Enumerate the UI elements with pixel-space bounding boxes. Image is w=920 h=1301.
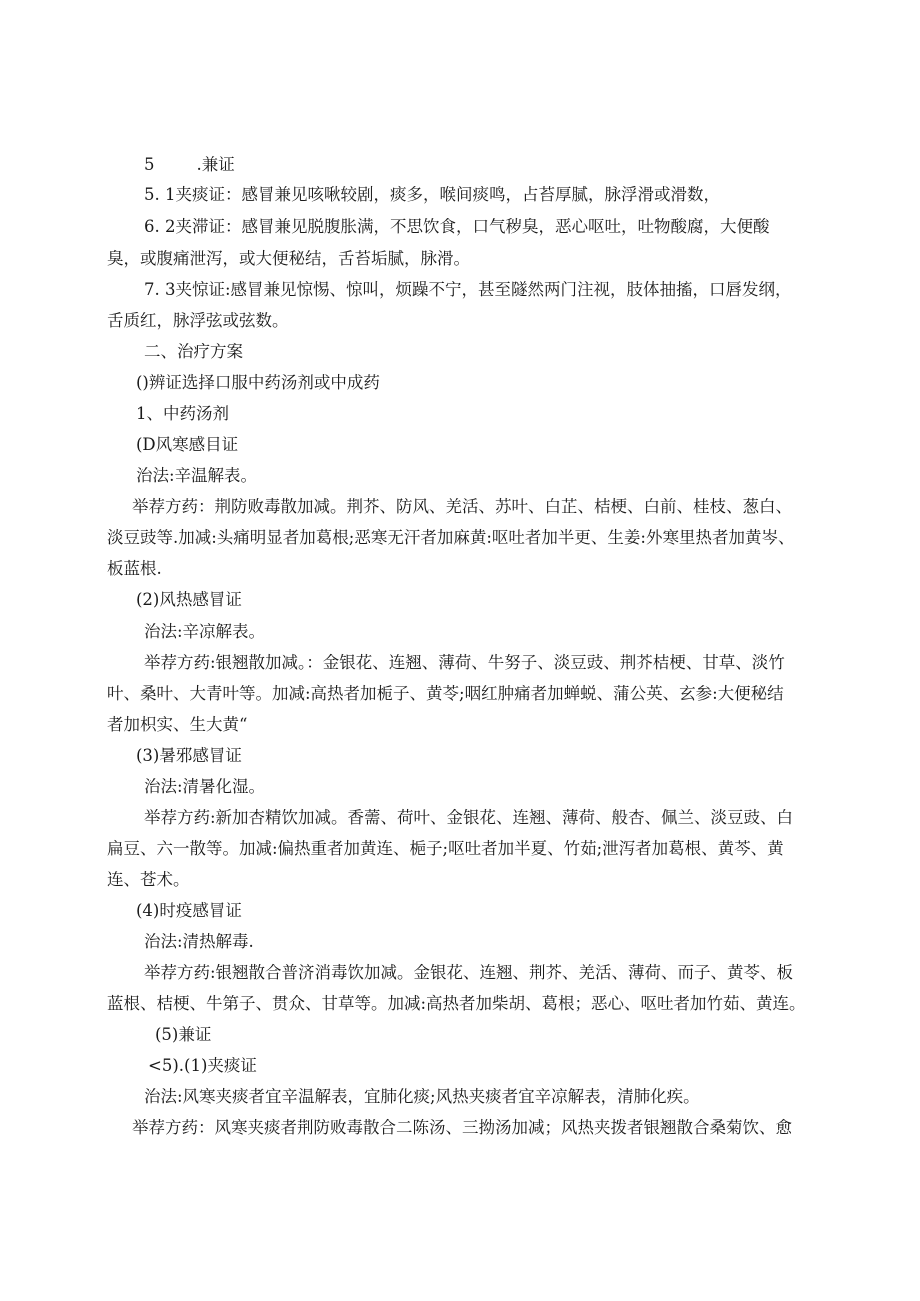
text-line: 举荐方药：风寒夹痰者荆防败毒散合二陈汤、三拗汤加减；风热夹拨者银翘散合桑菊饮、愈 [132,1118,792,1137]
text-line: 叶、桑叶、大青叶等。加减:高热者加栀子、黄苓;咽红肿痛者加蝉蜕、蒲公英、玄参:大便秘结 [107,684,784,703]
text-line: (5)兼证 [155,1025,212,1044]
text-line: (2)风热感冒证 [136,590,242,609]
text-line: 淡豆豉等.加减:头痛明显者加葛根;恶寒无汗者加麻黄:呕吐者加半更、生姜:外寒里热者加黄岑、 [107,528,795,547]
text-line: 治法:清暑化湿。 [144,777,266,796]
text-line: (D风寒感目证 [136,435,239,454]
text-line: (3)暑邪感冒证 [136,746,242,765]
text-line: 7. 3夹惊证:感冒兼见惊惕、惊叫，烦躁不宁，甚至隧然两门注视，肢体抽搐，口唇发纲， [144,280,792,299]
text-line: 举荐方药:新加杏精饮加减。香薷、荷叶、金银花、连翘、薄荷、般杏、佩兰、淡豆豉、白 [144,808,794,827]
text-line: 6. 2夹滞证：感冒兼见脱腹胀满，不思饮食，口气秽臭，恶心呕吐，吐物酸腐，大便酸 [144,217,770,236]
text-line: 连、苍术。 [107,870,190,889]
text-line: (4)时疫感冒证 [136,901,242,920]
text-line: 5 .兼证 [144,155,235,174]
text-line: 治法:风寒夹痰者宜辛温解表，宜肺化痰;风热夹痰者宜辛凉解表，清肺化疾。 [144,1087,700,1106]
text-line: 扁豆、六一散等。加减:偏热重者加黄连、梔子;呕吐者加半夏、竹茹;泄泻者加葛根、黄芩、黄 [107,839,784,858]
text-line: 治法:辛温解表。 [136,466,258,485]
text-line: ()辨证选择口服中药汤剂或中成药 [136,373,380,392]
section-heading: 二、治疗方案 [144,342,243,361]
text-line: 舌质红，脉浮弦或弦数。 [107,311,289,330]
text-line: 治法:辛凉解表。 [144,622,266,641]
subsection-heading: 1、中药汤剂 [136,404,229,423]
text-line: 蓝根、桔梗、牛第子、贯众、甘草等。加减:高热者加柴胡、葛根；恶心、呕吐者加竹茹、黄连。 [107,994,806,1013]
text-line: 治法:清热解毒. [144,932,254,951]
text-line: 5. 1夹痰证：感冒兼见咳啾较剧，痰多，喉间痰鸣，占苔厚腻，脉浮滑或滑数， [144,185,720,204]
text-line: <5).(1)夹痰证 [148,1056,257,1075]
text-line: 臭，或腹痛泄泻，或大便秘结，舌苔垢腻，脉滑。 [107,249,470,268]
text-line: 者加枳实、生大黄“ [107,715,248,734]
text-line: 举荐方药:银翘散加减。：金银花、连翘、薄荷、牛努子、淡豆豉、荆芥桔梗、甘草、淡竹 [144,653,785,672]
text-line: 举荐方药:银翘散合普济消毒饮加减。金银花、连翘、荆芥、羌活、薄荷、而子、黄苓、板 [144,963,794,982]
text-line: 举荐方药：荆防败毒散加减。荆芥、防风、羌活、苏叶、白芷、桔梗、白前、桂枝、葱白、 [132,497,792,516]
text-line: 板蓝根. [107,559,162,578]
